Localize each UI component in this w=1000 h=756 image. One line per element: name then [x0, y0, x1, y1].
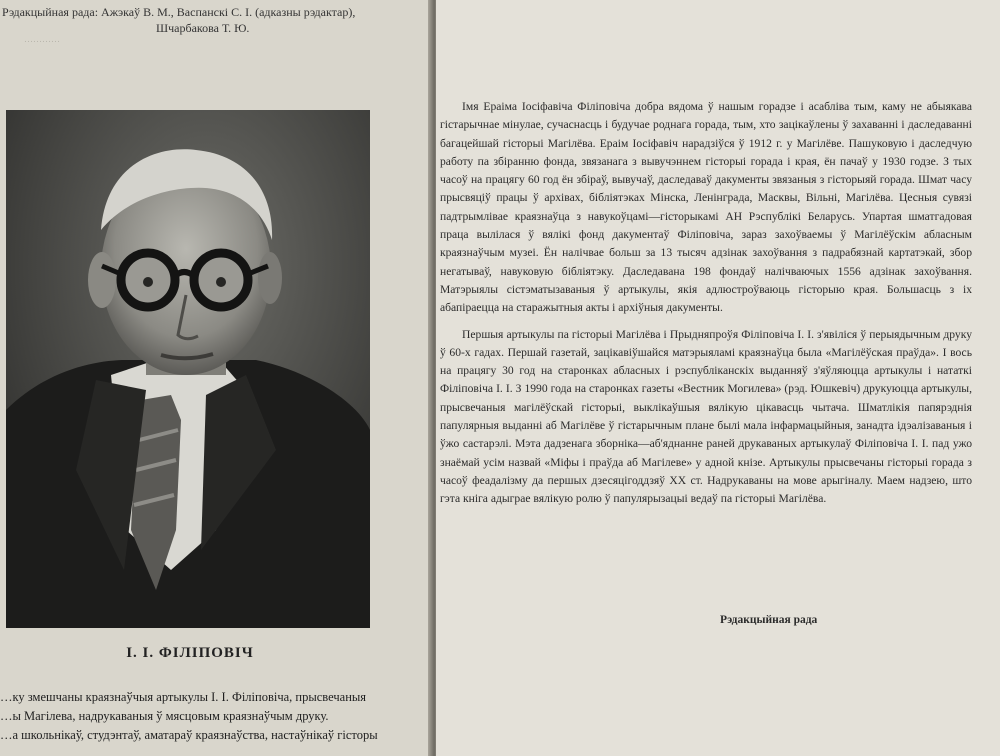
- foreword-body: [440, 98, 972, 517]
- photo-caption: І. І. ФІЛІПОВІЧ: [126, 645, 254, 661]
- bleed-through-text: …………: [24, 34, 60, 44]
- preface-line-3: …а школьнікаў, студэнтаў, аматараў краязнаўства, настаўнікаў гісторы: [0, 728, 378, 742]
- editorial-credits: [2, 4, 430, 36]
- preface-text-fragment: [0, 688, 432, 745]
- editorial-board-signature: Рэдакцыйная рада: [720, 614, 818, 626]
- left-page: [0, 0, 432, 756]
- foreword-paragraph-1: Імя Ераіма Іосіфавіча Філіповіча добра вядома ў нашым горадзе і асабліва тым, каму не абыякава гістарычнае мінулае, сучаснасць і будучае роднага горада, тым, хто зацікаўлены ў захаванні і даследаванні багацейшай гісторыі Магілёва. Ераім Іосіфавіч нарадзіўся ў 1912 г. у Магілёве. Пашуковую і даследчую работу па збіранню фонда, звязанага з вывучэннем гісторыі горада і края, ён пачаў у 1930 годзе. З тых часоў на працягу 60 год ён збіраў, вывучаў, даследаваў дакументы звязаныя з гісторыяй горада. Шмат часу прысвяціў працы ў архівах, бібліятэках Мінска, Ленінграда, Масквы, Вільні, Магілёва. Цесныя сувязі падтрымлівае краязнаўца з навукоўцамі—гісторыкамі АН Рэспублікі Беларусь. Упартая шматгадовая праца вылілася ў вялікі фонд дакументаў Філіповіча, зараз захоўваемы ў Магілёўскім абласным краязнаўчым музеі. Ён налічвае больш за 13 тысяч адзінак захоўвання з падрабязнай картатэкай, збор негатываў, навуковую бібліятэку. Даследавана 198 фондаў налічваючых 1556 адзінак захоўвання. Матэрыялы сістэматызаваныя ў артыкулы, якія адлюстроўваюць гісторыю края. Большасць з іх абапіраецца на старажытныя акты і архіўныя дакументы.: [440, 100, 972, 315]
- portrait-illustration: [6, 110, 370, 628]
- preface-line-1: …ку змешчаны краязнаўчыя артыкулы І. І. Філіповіча, прысвечаныя: [0, 690, 367, 704]
- foreword-paragraph-2: Першыя артыкулы па гісторыі Магілёва і Прыдняпроўя Філіповіча І. І. з'явіліся ў перыядычным друку ў 60-х гадах. Першай газетай, зацікавіўшайся матэрыяламі краязнаўца была «Магілёўская праўда». І вось на працягу 30 год на старонках абласных і рэспубліканскіх выданняў з'яўляюцца артыкулы і нататкі Філіповіча І. І. З 1990 года на старонках газеты «Вестник Могилева» (рэд. Юшкевіч) друкуюцца артыкулы, прысвечаныя магілёўскай гісторыі, выклікаўшыя вялікую цікавасць чытача. Шматлікія папярэднія папулярныя выданні аб Магілёве ў гістарычным плане былі мала інфармацыйныя, занадта ідэалізаваныя і ўжо састарэлі. Мэта дадзенага зборніка—аб'яднанне раней друкаваных артыкулаў Філіповіча І. І. пад ужо знаёмай усім назвай «Міфы і праўда аб Магілеве» у адной кнізе. Артыкулы прысвечаны гісторыі горада з часоў феадалізму да першых дзесяцігоддзяў XX ст. Надрукаваны на мове арыгіналу. Маем надзею, што гэта кніга адыграе вялікую ролю ў папулярызацыі ведаў па гісторыі Магілёва.: [440, 327, 972, 506]
- portrait-photo: [6, 110, 370, 628]
- credits-line-2: Шчарбакова Т. Ю.: [156, 21, 250, 35]
- preface-line-2: …ы Магілева, надрукаваныя ў мясцовым краязнаўчым друку.: [0, 709, 329, 723]
- credits-line-1: Рэдакцыйная рада: Ажэкаў В. М., Васпанскі С. І. (адказны рэдактар),: [2, 5, 356, 19]
